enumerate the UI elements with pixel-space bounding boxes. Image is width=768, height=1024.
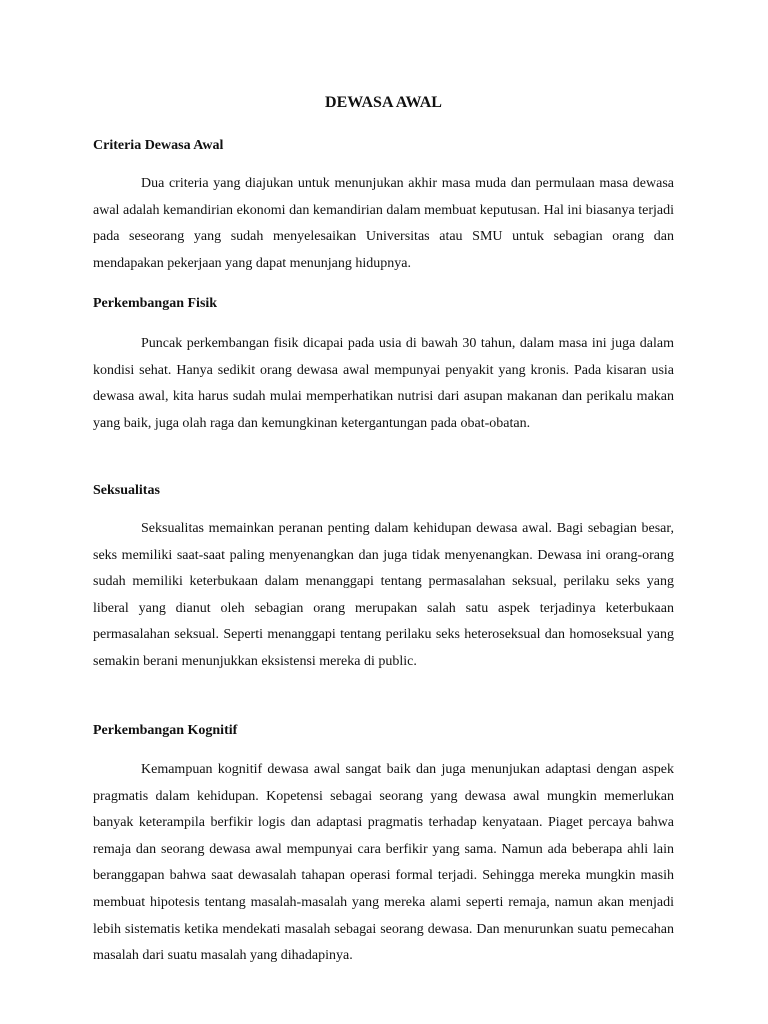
- paragraph-perkembangan-fisik: Puncak perkembangan fisik dicapai pada usia di bawah 30 tahun, dalam masa ini juga dalam kondisi sehat. Hanya sedikit orang dewasa awal mempunyai penyakit yang kronis. Pada kisaran usia dewasa awal, kita harus sudah mulai memperhatikan nutrisi dari asupan makanan dan perikalu makan yang baik, juga olah raga dan kemungkinan ketergantungan pada obat-obatan.: [93, 336, 674, 431]
- paragraph-criteria: Dua criteria yang diajukan untuk menunjukan akhir masa muda dan permulaan masa dewasa awal adalah kemandirian ekonomi dan kemandirian dalam membuat keputusan. Hal ini biasanya terjadi pada seseorang yang sudah menyelesaikan Universitas atau SMU untuk sebagian orang dan mendapakan pekerjaan yang dapat menunjang hidupnya.: [93, 176, 674, 271]
- section-heading-perkembangan-fisik: Perkembangan Fisik: [93, 296, 218, 311]
- section-heading-criteria: Criteria Dewasa Awal: [93, 138, 224, 153]
- section-heading-seksualitas: Seksualitas: [93, 483, 160, 498]
- document-title: DEWASA AWAL: [325, 94, 442, 111]
- paragraph-seksualitas: Seksualitas memainkan peranan penting dalam kehidupan dewasa awal. Bagi sebagian besar, seks memiliki saat-saat paling menyenangkan dan juga tidak menyenangkan. Dewasa ini orang-orang sudah memiliki keterbukaan dalam menanggapi tentang permasalahan seksual, perilaku seks yang liberal yang dianut oleh sebagian orang merupakan salah satu aspek terjadinya keterbukaan permasalahan seksual. Seperti menanggapi tentang perilaku seks heteroseksual dan homoseksual yang semakin berani menunjukkan eksistensi mereka di public.: [93, 521, 674, 669]
- section-heading-perkembangan-kognitif: Perkembangan Kognitif: [93, 723, 238, 738]
- paragraph-perkembangan-kognitif: Kemampuan kognitif dewasa awal sangat baik dan juga menunjukan adaptasi dengan aspek pragmatis dalam kehidupan. Kopetensi sebagai seorang yang dewasa awal mungkin memerlukan banyak keterampila berfikir logis dan adaptasi pragmatis terhadap kenyataan. Piaget percaya bahwa remaja dan seorang dewasa awal mempunyai cara berfikir yang sama. Namun ada beberapa ahli lain beranggapan bahwa saat dewasalah tahapan operasi formal terjadi. Sehingga mereka mungkin masih membuat hipotesis tentang masalah-masalah yang mereka alami seperti remaja, namun akan menjadi lebih sistematis ketika mendekati masalah sebagai seorang dewasa. Dan menurunkan suatu pemecahan masalah dari suatu masalah yang dihadapinya.: [93, 762, 674, 964]
